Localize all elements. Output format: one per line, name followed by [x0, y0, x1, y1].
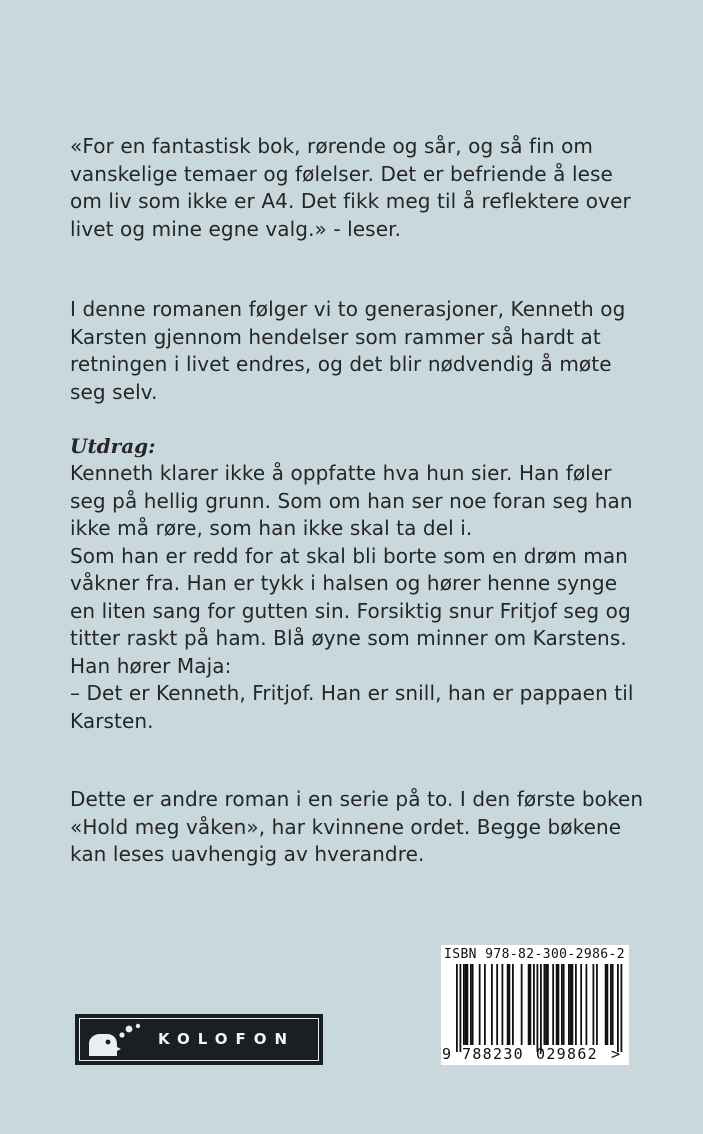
barcode-bar [521, 964, 523, 1045]
publisher-logo [75, 1014, 323, 1065]
series-note-line: «Hold meg våken», har kvinnene ordet. Begge bøkene [70, 814, 622, 839]
barcode-bar [467, 964, 469, 1045]
quote-line: livet og mine egne valg.» - leser. [70, 216, 402, 241]
excerpt-line: våkner fra. Han er tykk i halsen og hører henne synge [70, 571, 618, 595]
isbn-label: ISBN 978-82-300-2986-2 [444, 947, 625, 962]
excerpt-line: en liten sang for gutten sin. Forsiktig snur Fritjof seg og [70, 598, 631, 623]
excerpt-line: Karsten. [70, 708, 154, 733]
barcode-bar [558, 964, 560, 1045]
barcode-guard-bar [617, 964, 619, 1052]
ean-left-digits: 788230 [462, 1045, 524, 1063]
barcode-bar [556, 964, 558, 1045]
excerpt-line: Som han er redd for at skal bli borte som en drøm man [70, 543, 628, 568]
barcode-bar [509, 964, 511, 1045]
series-note-line: kan leses uavhengig av hverandre. [70, 842, 425, 866]
series-note-line: Dette er andre roman i en serie på to. I den første boken [70, 787, 644, 811]
barcode-bar [547, 964, 549, 1045]
excerpt-text [70, 460, 670, 735]
barcode-bar [570, 964, 572, 1045]
reader-quote [70, 133, 670, 243]
barcode-bar [465, 964, 467, 1045]
barcode-bar [575, 964, 577, 1045]
barcode-bar [586, 964, 588, 1045]
quote-line: om liv som ikke er A4. Det fikk meg til å reflektere over [70, 189, 631, 213]
barcode-guard-bar [456, 964, 458, 1052]
barcode-bar [502, 964, 504, 1045]
quote-line: «For en fantastisk bok, rørende og sår, og så fin om [70, 134, 594, 158]
barcode-bar [612, 964, 614, 1045]
ean-quiet-zone-marker: > [611, 1045, 621, 1063]
barcode-bar [568, 964, 570, 1045]
barcode-bar [607, 964, 609, 1045]
barcode-bar [512, 964, 514, 1045]
description-line: Karsten gjennom hendelser som rammer så hardt at [70, 324, 601, 349]
series-note [70, 786, 670, 869]
barcode-bar [552, 964, 554, 1045]
excerpt-heading: Utdrag: [70, 434, 156, 458]
barcode-bar [472, 964, 474, 1045]
barcode-bar [470, 964, 472, 1045]
excerpt-line: ikke må røre, som han ikke skal ta del i. [70, 516, 473, 540]
book-description [70, 296, 670, 406]
barcode-bar [507, 964, 509, 1045]
isbn-barcode [441, 945, 629, 1065]
barcode-bar [610, 964, 612, 1045]
excerpt-line: Kenneth klarer ikke å oppfatte hva hun sier. Han føler [70, 461, 612, 485]
barcode-bar [491, 964, 493, 1045]
barcode-bar [593, 964, 595, 1045]
barcode-guard-bar [460, 964, 462, 1052]
publisher-name: KOLOFON [158, 1030, 296, 1048]
barcode-guard-bar [540, 964, 542, 1052]
barcode-bar [530, 964, 532, 1045]
excerpt-line: Han hører Maja: [70, 653, 232, 678]
barcode-bar [561, 964, 563, 1045]
excerpt-line: – Det er Kenneth, Fritjof. Han er snill, han er pappaen til [70, 681, 634, 705]
barcode-bar [572, 964, 574, 1045]
description-line: seg selv. [70, 379, 158, 404]
barcode-bar [580, 964, 582, 1045]
barcode-bar [596, 964, 598, 1045]
barcode-bar [533, 964, 535, 1045]
barcode-bar [479, 964, 481, 1045]
barcode-bar [484, 964, 486, 1045]
barcode-bar [463, 964, 465, 1045]
description-line: retningen i livet endres, og det blir nødvendig å møte [70, 352, 612, 376]
barcode-bar [545, 964, 547, 1045]
excerpt-line: seg på hellig grunn. Som om han ser noe foran seg han [70, 488, 633, 513]
barcode-bar [605, 964, 607, 1045]
quote-line: vanskelige temaer og følelser. Det er befriende å lese [70, 161, 613, 186]
barcode-guard-bar [621, 964, 623, 1052]
ean-prefix-digit: 9 [442, 1045, 452, 1063]
barcode-bar [544, 964, 546, 1045]
kolofon-head-icon [85, 1022, 147, 1058]
description-line: I denne romanen følger vi to generasjoner, Kenneth og [70, 297, 626, 321]
excerpt-line: titter raskt på ham. Blå øyne som minner om Karstens. [70, 626, 627, 650]
barcode-bar [528, 964, 530, 1045]
barcode-bar [496, 964, 498, 1045]
barcode-guard-bar [537, 964, 539, 1052]
ean-right-digits: 029862 [536, 1045, 598, 1063]
barcode-bar [563, 964, 565, 1045]
